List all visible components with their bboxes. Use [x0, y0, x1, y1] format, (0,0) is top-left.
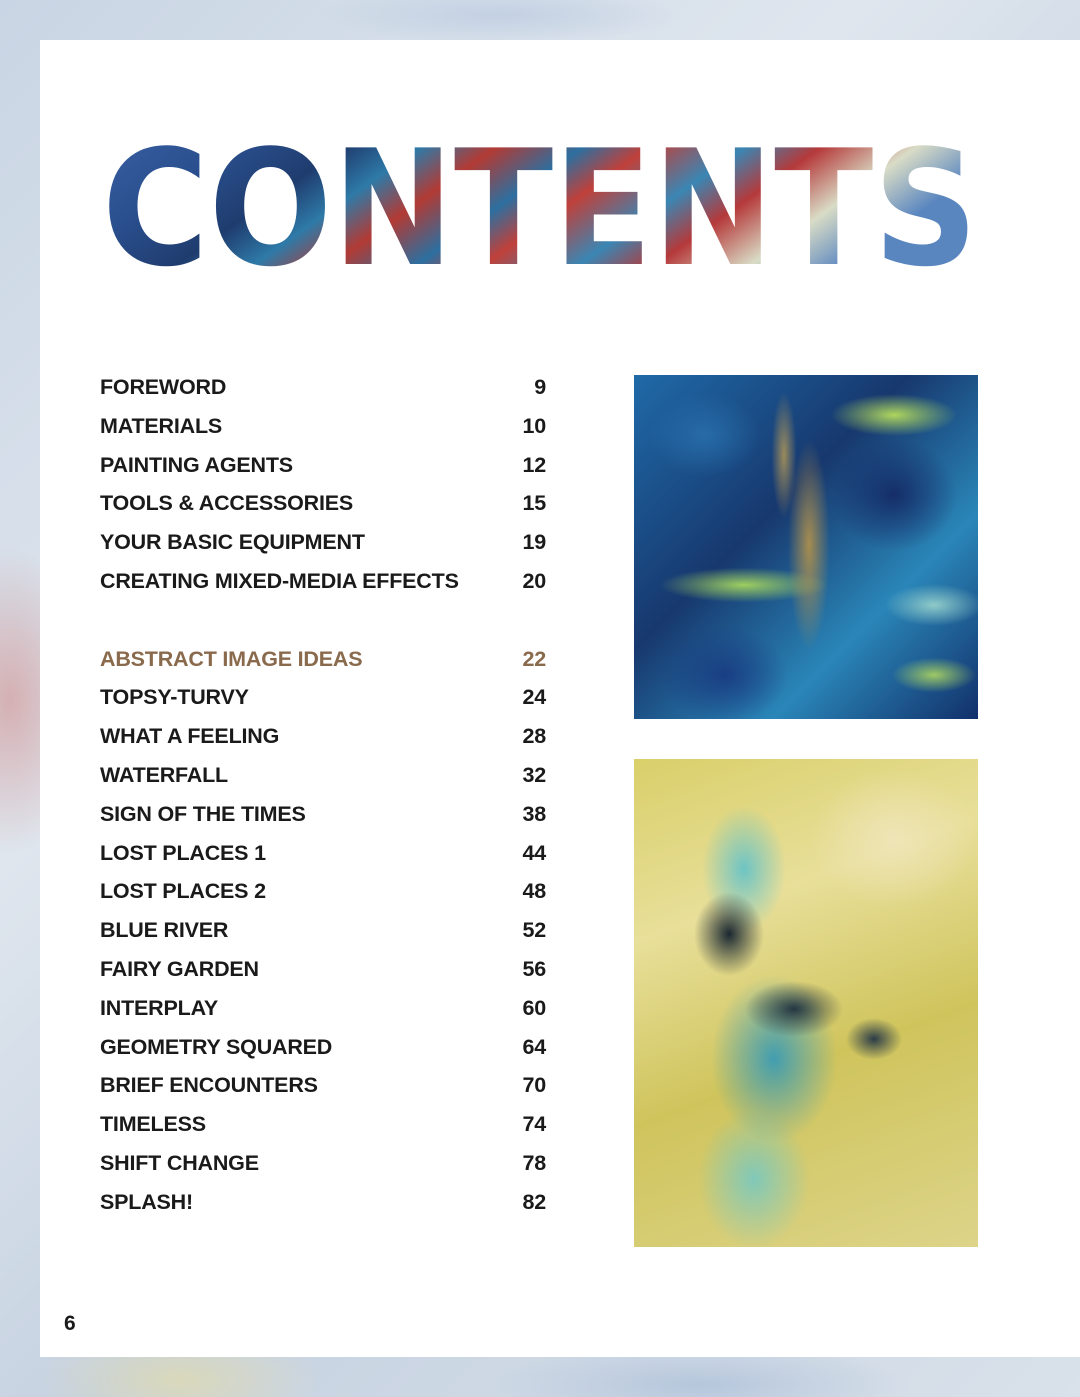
- abstract-painting-blue: [634, 375, 978, 719]
- toc-page: 56: [522, 956, 546, 981]
- toc-row[interactable]: [100, 1028, 546, 1067]
- toc-page: 32: [522, 762, 546, 787]
- toc-label: GEOMETRY SQUARED: [100, 1034, 333, 1059]
- toc-page: 12: [522, 452, 546, 477]
- toc-page: 22: [522, 646, 546, 671]
- toc-label: PAINTING AGENTS: [100, 452, 293, 477]
- toc-label: CREATING MIXED-MEDIA EFFECTS: [100, 568, 459, 593]
- toc-label: LOST PLACES 1: [100, 840, 266, 865]
- toc-row[interactable]: [100, 872, 546, 911]
- toc-row[interactable]: [100, 834, 546, 873]
- toc-row[interactable]: [100, 678, 546, 717]
- toc-row[interactable]: [100, 989, 546, 1028]
- toc-page: 38: [522, 801, 546, 826]
- toc-row[interactable]: [100, 1066, 546, 1105]
- toc-page: 52: [522, 918, 546, 943]
- toc-label: INTERPLAY: [100, 995, 219, 1020]
- toc-page: 60: [522, 995, 546, 1020]
- toc-spacer: [100, 601, 546, 640]
- toc-page: 70: [522, 1073, 546, 1098]
- toc-label: ABSTRACT IMAGE IDEAS: [100, 646, 363, 671]
- toc-page: 24: [522, 685, 546, 710]
- toc-row[interactable]: [100, 446, 546, 485]
- page-number: 6: [64, 1312, 76, 1335]
- toc-page: 9: [534, 375, 546, 399]
- toc-page: 74: [522, 1112, 546, 1137]
- toc-row[interactable]: [100, 911, 546, 950]
- toc-row[interactable]: [100, 1144, 546, 1183]
- toc-label: TIMELESS: [100, 1112, 206, 1137]
- toc-row[interactable]: [100, 407, 546, 446]
- toc-page: 82: [522, 1189, 546, 1214]
- toc-row[interactable]: [100, 368, 546, 407]
- toc-page: 44: [522, 840, 546, 865]
- toc-row[interactable]: [100, 1183, 546, 1222]
- toc-label: FAIRY GARDEN: [100, 956, 259, 981]
- toc-label: YOUR BASIC EQUIPMENT: [100, 530, 365, 555]
- toc-page: 19: [522, 530, 546, 555]
- toc-label: BRIEF ENCOUNTERS: [100, 1073, 318, 1098]
- abstract-painting-yellow: [634, 759, 978, 1247]
- toc-label: TOPSY-TURVY: [100, 685, 249, 710]
- toc-label: BLUE RIVER: [100, 918, 229, 943]
- toc-row[interactable]: [100, 717, 546, 756]
- toc-label: WATERFALL: [100, 762, 228, 787]
- table-of-contents: [100, 368, 546, 1222]
- toc-label: WHAT A FEELING: [100, 724, 280, 749]
- toc-row[interactable]: [100, 756, 546, 795]
- toc-row[interactable]: [100, 484, 546, 523]
- toc-page: 15: [522, 491, 546, 516]
- toc-label: MATERIALS: [100, 413, 223, 438]
- toc-row[interactable]: [100, 562, 546, 601]
- contents-title-text: CONTENTS: [102, 140, 978, 280]
- toc-label: LOST PLACES 2: [100, 879, 266, 904]
- toc-label: SPLASH!: [100, 1189, 193, 1214]
- toc-row[interactable]: [100, 950, 546, 989]
- toc-row[interactable]: [100, 1105, 546, 1144]
- toc-label: TOOLS & ACCESSORIES: [100, 491, 354, 516]
- toc-section-heading[interactable]: [100, 640, 546, 679]
- toc-label: SIGN OF THE TIMES: [100, 801, 306, 826]
- toc-page: 64: [522, 1034, 546, 1059]
- toc-page: 78: [522, 1150, 546, 1175]
- toc-page: 48: [522, 879, 546, 904]
- toc-row[interactable]: [100, 523, 546, 562]
- toc-label: SHIFT CHANGE: [100, 1150, 259, 1175]
- toc-label: FOREWORD: [100, 375, 227, 399]
- toc-page: 28: [522, 724, 546, 749]
- toc-group-projects: [100, 640, 546, 1222]
- contents-title: [100, 140, 980, 280]
- toc-group-basics: [100, 368, 546, 601]
- toc-page: 10: [522, 413, 546, 438]
- toc-page: 20: [522, 568, 546, 593]
- toc-row[interactable]: [100, 795, 546, 834]
